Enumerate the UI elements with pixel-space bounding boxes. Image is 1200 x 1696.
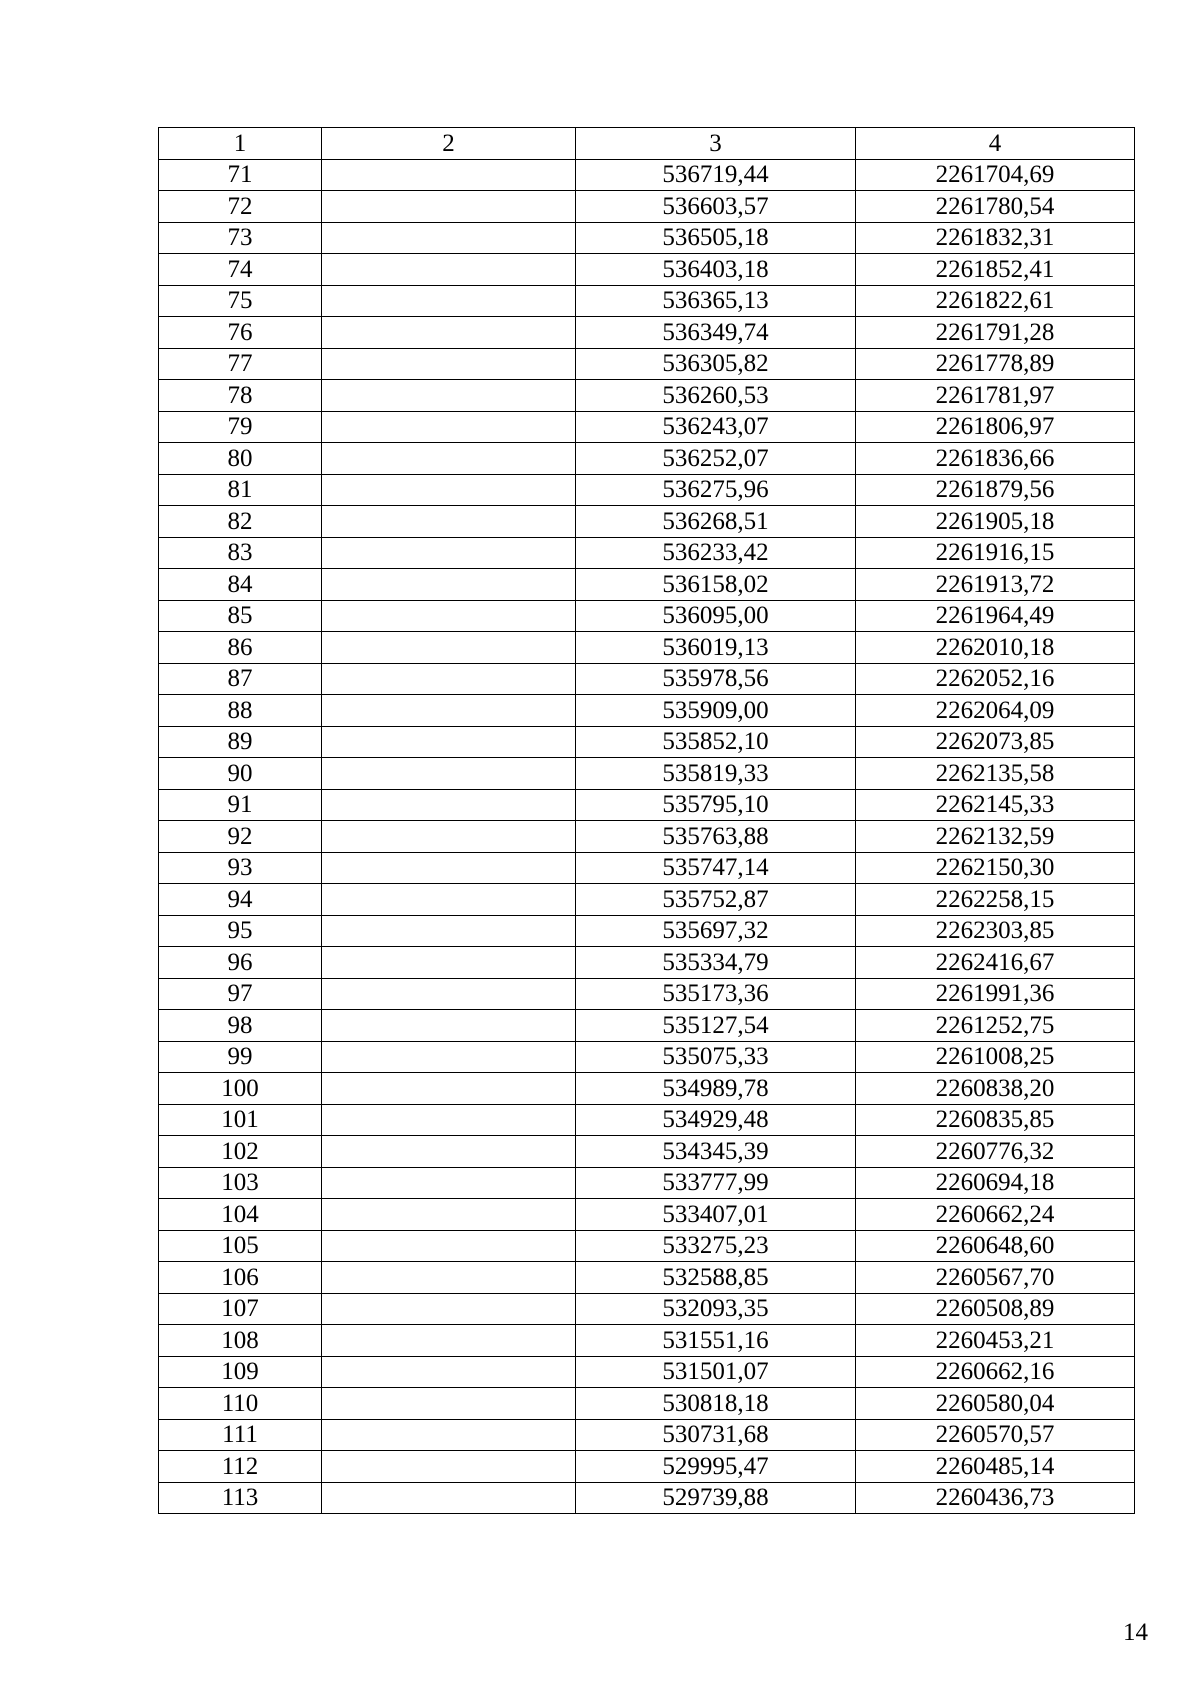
table-cell-col-2 [322, 1451, 576, 1483]
table-cell-col-1: 97 [159, 978, 322, 1010]
table-cell-col-1: 84 [159, 569, 322, 601]
table-cell-col-4: 2261964,49 [856, 600, 1135, 632]
table-cell-col-3: 533407,01 [576, 1199, 856, 1231]
table-row [159, 789, 1135, 821]
table-row [159, 884, 1135, 916]
table-cell-col-3: 535909,00 [576, 695, 856, 727]
table-cell-col-4: 2262145,33 [856, 789, 1135, 821]
table-cell-col-4: 2260838,20 [856, 1073, 1135, 1105]
table-cell-col-2 [322, 1482, 576, 1514]
table-cell-col-2 [322, 978, 576, 1010]
table-cell-col-1: 95 [159, 915, 322, 947]
table-row [159, 1482, 1135, 1514]
table-cell-col-4: 2261832,31 [856, 222, 1135, 254]
table-row [159, 978, 1135, 1010]
table-row [159, 1388, 1135, 1420]
table-cell-col-4: 2261704,69 [856, 159, 1135, 191]
table-cell-col-1: 110 [159, 1388, 322, 1420]
table-cell-col-3: 535752,87 [576, 884, 856, 916]
table-cell-col-4: 2262416,67 [856, 947, 1135, 979]
table-cell-col-3: 536505,18 [576, 222, 856, 254]
table-cell-col-3: 536719,44 [576, 159, 856, 191]
table-cell-col-4: 2260662,24 [856, 1199, 1135, 1231]
table-cell-col-3: 536158,02 [576, 569, 856, 601]
table-cell-col-1: 109 [159, 1356, 322, 1388]
table-cell-col-2 [322, 1041, 576, 1073]
table-cell-col-4: 2262064,09 [856, 695, 1135, 727]
table-cell-col-2 [322, 506, 576, 538]
table-cell-col-1: 103 [159, 1167, 322, 1199]
table-cell-col-1: 111 [159, 1419, 322, 1451]
table-cell-col-3: 536403,18 [576, 254, 856, 286]
table-cell-col-2 [322, 1010, 576, 1042]
table-cell-col-2 [322, 474, 576, 506]
table-cell-col-1: 75 [159, 285, 322, 317]
table-row [159, 726, 1135, 758]
table-cell-col-4: 2260694,18 [856, 1167, 1135, 1199]
table-cell-col-2 [322, 1325, 576, 1357]
table-cell-col-2 [322, 222, 576, 254]
table-cell-col-4: 2260485,14 [856, 1451, 1135, 1483]
table-cell-col-4: 2260453,21 [856, 1325, 1135, 1357]
table-cell-col-2 [322, 1136, 576, 1168]
table-cell-col-3: 533275,23 [576, 1230, 856, 1262]
table-row [159, 1325, 1135, 1357]
table-cell-col-4: 2262135,58 [856, 758, 1135, 790]
table-row [159, 380, 1135, 412]
table-cell-col-1: 113 [159, 1482, 322, 1514]
table-row [159, 1073, 1135, 1105]
table-cell-col-4: 2262073,85 [856, 726, 1135, 758]
table-cell-col-3: 536252,07 [576, 443, 856, 475]
table-cell-col-1: 89 [159, 726, 322, 758]
table-cell-col-3: 535697,32 [576, 915, 856, 947]
table-cell-col-4: 2260776,32 [856, 1136, 1135, 1168]
table-row [159, 1104, 1135, 1136]
table-cell-col-3: 534345,39 [576, 1136, 856, 1168]
table-cell-col-2 [322, 443, 576, 475]
table-cell-col-3: 535127,54 [576, 1010, 856, 1042]
table-cell-col-1: 71 [159, 159, 322, 191]
table-cell-col-1: 91 [159, 789, 322, 821]
table-cell-col-3: 536268,51 [576, 506, 856, 538]
table-cell-col-1: 80 [159, 443, 322, 475]
table-cell-col-2 [322, 632, 576, 664]
table-cell-col-2 [322, 317, 576, 349]
table-cell-col-1: 92 [159, 821, 322, 853]
table-row [159, 506, 1135, 538]
table-row [159, 600, 1135, 632]
table-cell-col-3: 534929,48 [576, 1104, 856, 1136]
table-cell-col-3: 535978,56 [576, 663, 856, 695]
table-cell-col-2 [322, 1262, 576, 1294]
table-cell-col-2 [322, 159, 576, 191]
table-cell-col-2 [322, 915, 576, 947]
table-cell-col-4: 2262010,18 [856, 632, 1135, 664]
table-cell-col-4: 2261806,97 [856, 411, 1135, 443]
table-cell-col-2 [322, 726, 576, 758]
table-cell-col-4: 2260436,73 [856, 1482, 1135, 1514]
table-cell-col-1: 96 [159, 947, 322, 979]
header-cell-3: 3 [576, 128, 856, 160]
table-cell-col-1: 107 [159, 1293, 322, 1325]
table-cell-col-1: 88 [159, 695, 322, 727]
table-row [159, 695, 1135, 727]
table-cell-col-3: 536275,96 [576, 474, 856, 506]
table-cell-col-2 [322, 191, 576, 223]
table-cell-col-1: 108 [159, 1325, 322, 1357]
table-cell-col-2 [322, 821, 576, 853]
table-row [159, 443, 1135, 475]
table-cell-col-4: 2261781,97 [856, 380, 1135, 412]
table-cell-col-2 [322, 1388, 576, 1420]
table-cell-col-1: 83 [159, 537, 322, 569]
table-cell-col-4: 2261780,54 [856, 191, 1135, 223]
table-cell-col-3: 536603,57 [576, 191, 856, 223]
table-cell-col-3: 535173,36 [576, 978, 856, 1010]
table-cell-col-4: 2260662,16 [856, 1356, 1135, 1388]
table-header-row [159, 128, 1135, 160]
table-row [159, 1167, 1135, 1199]
table-row [159, 1262, 1135, 1294]
coordinates-table [158, 127, 1135, 1514]
table-cell-col-2 [322, 1293, 576, 1325]
table-cell-col-1: 105 [159, 1230, 322, 1262]
table-cell-col-1: 100 [159, 1073, 322, 1105]
table-cell-col-4: 2260835,85 [856, 1104, 1135, 1136]
table-cell-col-3: 531501,07 [576, 1356, 856, 1388]
table-cell-col-1: 98 [159, 1010, 322, 1042]
table-cell-col-2 [322, 884, 576, 916]
header-cell-1: 1 [159, 128, 322, 160]
table-cell-col-4: 2260570,57 [856, 1419, 1135, 1451]
table-cell-col-4: 2261879,56 [856, 474, 1135, 506]
table-cell-col-1: 85 [159, 600, 322, 632]
table-cell-col-3: 536095,00 [576, 600, 856, 632]
table-row [159, 1356, 1135, 1388]
table-row [159, 285, 1135, 317]
table-cell-col-1: 81 [159, 474, 322, 506]
table-cell-col-1: 112 [159, 1451, 322, 1483]
table-cell-col-2 [322, 1419, 576, 1451]
table-cell-col-3: 533777,99 [576, 1167, 856, 1199]
table-row [159, 821, 1135, 853]
table-cell-col-2 [322, 1230, 576, 1262]
table-cell-col-1: 101 [159, 1104, 322, 1136]
table-cell-col-1: 78 [159, 380, 322, 412]
table-cell-col-2 [322, 600, 576, 632]
table-cell-col-3: 536260,53 [576, 380, 856, 412]
table-row [159, 411, 1135, 443]
table-cell-col-3: 535852,10 [576, 726, 856, 758]
table-cell-col-3: 535075,33 [576, 1041, 856, 1073]
table-cell-col-2 [322, 348, 576, 380]
table-row [159, 159, 1135, 191]
table-row [159, 254, 1135, 286]
table-cell-col-3: 536243,07 [576, 411, 856, 443]
table-cell-col-4: 2261008,25 [856, 1041, 1135, 1073]
table-cell-col-4: 2262132,59 [856, 821, 1135, 853]
table-cell-col-3: 529995,47 [576, 1451, 856, 1483]
table-cell-col-4: 2261836,66 [856, 443, 1135, 475]
table-body [159, 159, 1135, 1514]
table-cell-col-3: 535819,33 [576, 758, 856, 790]
table-cell-col-4: 2261791,28 [856, 317, 1135, 349]
table-cell-col-2 [322, 1073, 576, 1105]
table-cell-col-3: 535747,14 [576, 852, 856, 884]
table-row [159, 222, 1135, 254]
table-cell-col-4: 2262052,16 [856, 663, 1135, 695]
table-cell-col-1: 93 [159, 852, 322, 884]
table-cell-col-2 [322, 1167, 576, 1199]
header-cell-2: 2 [322, 128, 576, 160]
table-cell-col-4: 2261991,36 [856, 978, 1135, 1010]
table-cell-col-3: 536233,42 [576, 537, 856, 569]
table-cell-col-2 [322, 569, 576, 601]
table-cell-col-2 [322, 1199, 576, 1231]
table-cell-col-3: 535763,88 [576, 821, 856, 853]
table-cell-col-1: 86 [159, 632, 322, 664]
table-row [159, 1136, 1135, 1168]
table-cell-col-4: 2260648,60 [856, 1230, 1135, 1262]
table-cell-col-4: 2260580,04 [856, 1388, 1135, 1420]
table-row [159, 1041, 1135, 1073]
table-cell-col-1: 82 [159, 506, 322, 538]
table-cell-col-3: 536365,13 [576, 285, 856, 317]
table-cell-col-3: 535795,10 [576, 789, 856, 821]
table-cell-col-2 [322, 1356, 576, 1388]
table-row [159, 474, 1135, 506]
table-cell-col-3: 535334,79 [576, 947, 856, 979]
table-cell-col-3: 536349,74 [576, 317, 856, 349]
table-cell-col-4: 2261778,89 [856, 348, 1135, 380]
table-row [159, 537, 1135, 569]
table-cell-col-4: 2262303,85 [856, 915, 1135, 947]
table-row [159, 1451, 1135, 1483]
table-cell-col-4: 2261916,15 [856, 537, 1135, 569]
table-cell-col-3: 530731,68 [576, 1419, 856, 1451]
header-cell-4: 4 [856, 128, 1135, 160]
table-cell-col-1: 99 [159, 1041, 322, 1073]
table-cell-col-4: 2261822,61 [856, 285, 1135, 317]
table-cell-col-1: 94 [159, 884, 322, 916]
table-cell-col-1: 102 [159, 1136, 322, 1168]
table-cell-col-3: 531551,16 [576, 1325, 856, 1357]
table-row [159, 1230, 1135, 1262]
table-cell-col-1: 74 [159, 254, 322, 286]
table-cell-col-4: 2260508,89 [856, 1293, 1135, 1325]
table-cell-col-4: 2261905,18 [856, 506, 1135, 538]
table-row [159, 317, 1135, 349]
table-cell-col-2 [322, 695, 576, 727]
table-cell-col-1: 104 [159, 1199, 322, 1231]
table-cell-col-2 [322, 758, 576, 790]
table-row [159, 947, 1135, 979]
table-row [159, 1293, 1135, 1325]
table-row [159, 663, 1135, 695]
table-cell-col-3: 532588,85 [576, 1262, 856, 1294]
table-row [159, 348, 1135, 380]
table-cell-col-3: 529739,88 [576, 1482, 856, 1514]
table-cell-col-2 [322, 285, 576, 317]
table-cell-col-1: 76 [159, 317, 322, 349]
page-number: 14 [1123, 1619, 1148, 1646]
table-cell-col-1: 77 [159, 348, 322, 380]
table-cell-col-4: 2262150,30 [856, 852, 1135, 884]
table-cell-col-4: 2261252,75 [856, 1010, 1135, 1042]
table-cell-col-3: 536305,82 [576, 348, 856, 380]
table-cell-col-1: 72 [159, 191, 322, 223]
table-cell-col-3: 530818,18 [576, 1388, 856, 1420]
table-cell-col-1: 87 [159, 663, 322, 695]
table-cell-col-4: 2261913,72 [856, 569, 1135, 601]
table-cell-col-2 [322, 380, 576, 412]
table-cell-col-1: 106 [159, 1262, 322, 1294]
table-row [159, 852, 1135, 884]
table-cell-col-4: 2262258,15 [856, 884, 1135, 916]
table-cell-col-2 [322, 947, 576, 979]
table-cell-col-2 [322, 852, 576, 884]
table-row [159, 1419, 1135, 1451]
table-cell-col-2 [322, 663, 576, 695]
table-cell-col-1: 79 [159, 411, 322, 443]
table-cell-col-2 [322, 537, 576, 569]
table-cell-col-3: 536019,13 [576, 632, 856, 664]
table-row [159, 632, 1135, 664]
table-cell-col-2 [322, 411, 576, 443]
table-cell-col-4: 2261852,41 [856, 254, 1135, 286]
table-cell-col-3: 532093,35 [576, 1293, 856, 1325]
table-row [159, 191, 1135, 223]
table-cell-col-2 [322, 789, 576, 821]
table-cell-col-4: 2260567,70 [856, 1262, 1135, 1294]
table-cell-col-3: 534989,78 [576, 1073, 856, 1105]
table-cell-col-2 [322, 254, 576, 286]
table-cell-col-1: 73 [159, 222, 322, 254]
table-row [159, 1010, 1135, 1042]
table-row [159, 915, 1135, 947]
table-row [159, 569, 1135, 601]
table-cell-col-2 [322, 1104, 576, 1136]
table-row [159, 1199, 1135, 1231]
table-cell-col-1: 90 [159, 758, 322, 790]
table-row [159, 758, 1135, 790]
